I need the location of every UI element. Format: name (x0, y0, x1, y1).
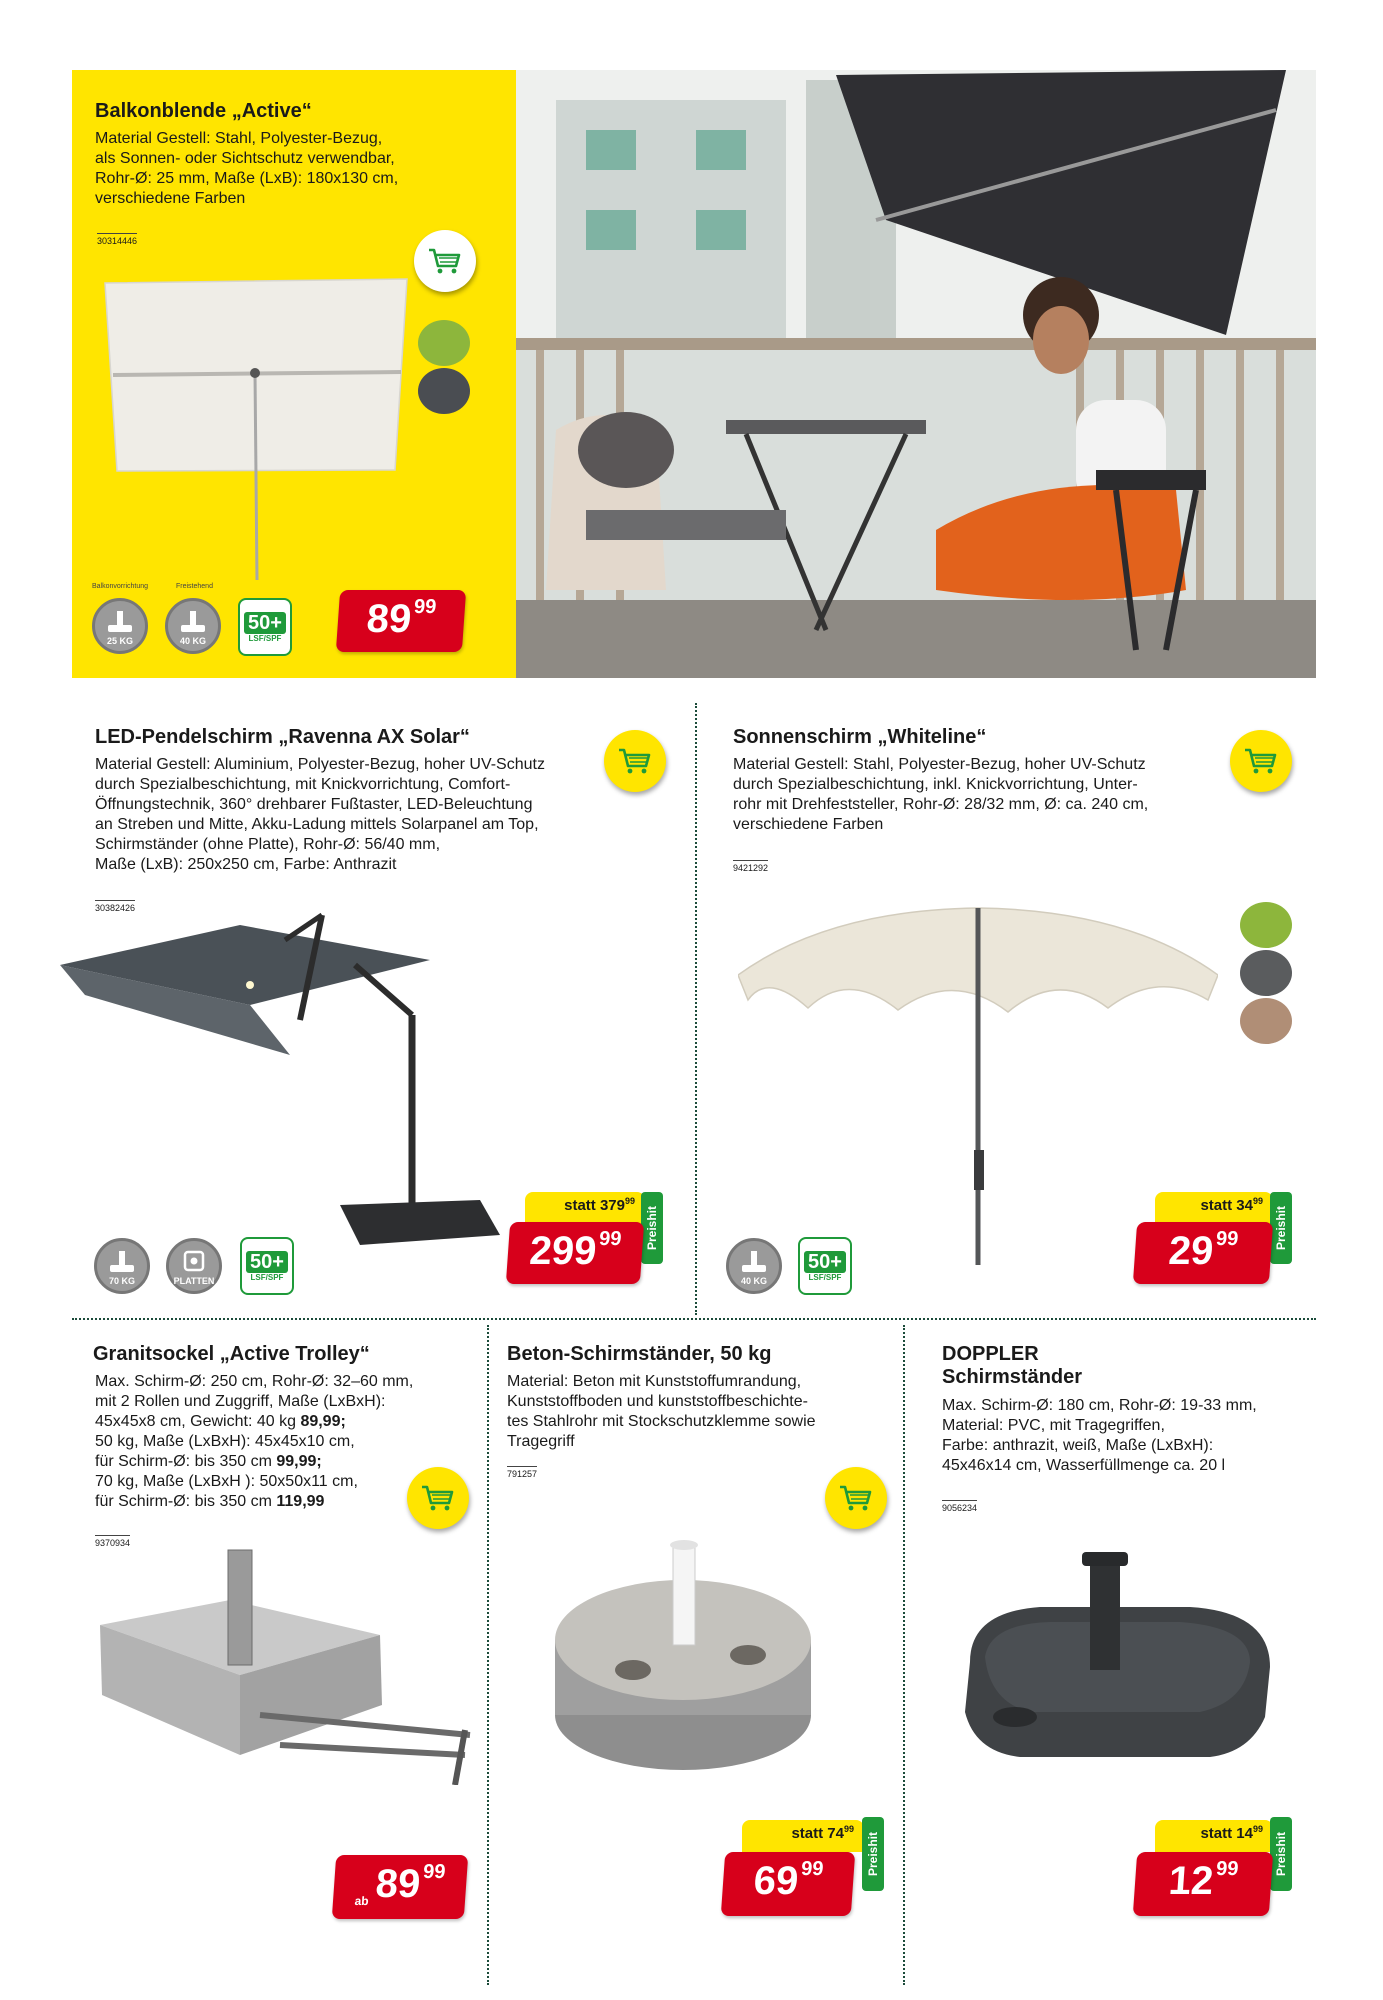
whiteline-preishit-badge: Preishit (1270, 1192, 1292, 1264)
whiteline-title: Sonnenschirm „Whiteline“ (733, 726, 987, 748)
stand-weight-icon (107, 1250, 137, 1274)
ravenna-description: Material Gestell: Aluminium, Polyester-Bezug, hoher UV-Schutz durch Spezialbeschichtung, mit Knickvorrichtung, Comfort- Öffnungstechnik, 360° drehbarer Fußtaster, LED-Beleuchtung an Streben und Mitte, Akku-Ladung mittels Solarpanel am Top, Schirmständer (ohne Platte), Rohr-Ø: 56/40 mm, Maße (LxB): 250x250 cm, Farbe: Anthrazit (95, 756, 545, 873)
whiteline-uv-badge: 50+ LSF/SPF (798, 1237, 852, 1295)
shopping-cart-icon (838, 1483, 874, 1513)
divider-vertical-mid (695, 703, 697, 1315)
beton-article-number: 791257 (507, 1466, 537, 1479)
active-label-balkon: Balkonvorrichtung (92, 583, 149, 590)
doppler-price: 12 99 (1133, 1852, 1273, 1916)
ravenna-cart-button[interactable] (604, 730, 666, 792)
ravenna-old-price: statt $379^{99}$ (525, 1192, 645, 1224)
doppler-title: DOPPLER Schirmständer (942, 1343, 1083, 1388)
beton-cart-button[interactable] (825, 1467, 887, 1529)
granit-desc-line: 45x45x8 cm, Gewicht: 40 kg 89,99; (95, 1413, 346, 1430)
active-color-swatch-green[interactable] (418, 320, 470, 366)
stand-weight-icon (105, 610, 135, 634)
whiteline-price: 29 99 (1133, 1222, 1273, 1284)
shopping-cart-icon (420, 1483, 456, 1513)
ravenna-article-number: 30382426 (95, 900, 135, 913)
stand-weight-icon (178, 610, 208, 634)
shopping-cart-icon (1243, 746, 1279, 776)
whiteline-color-swatch-anthracite[interactable] (1240, 950, 1292, 996)
granit-desc-line: 70 kg, Maße (LxBxH ): 50x50x11 cm, (95, 1473, 358, 1490)
beton-old-price: statt $74^{99}$ (742, 1820, 864, 1852)
balcony-lifestyle-photo (516, 70, 1316, 678)
active-weight-badge-25: 25 KG (92, 598, 148, 654)
granit-desc-line: 50 kg, Maße (LxBxH): 45x45x10 cm, (95, 1433, 355, 1450)
shopping-cart-icon (427, 246, 463, 276)
ravenna-uv-badge: 50+ LSF/SPF (240, 1237, 294, 1295)
whiteline-weight-badge-40: 40 KG (726, 1238, 782, 1294)
beton-product-image (548, 1540, 818, 1775)
divider-horizontal (72, 1318, 1316, 1320)
active-weight-badge-40: 40 KG (165, 598, 221, 654)
granit-desc-line: für Schirm-Ø: bis 350 cm 99,99; (95, 1453, 322, 1470)
whiteline-color-swatch-taupe[interactable] (1240, 998, 1292, 1044)
granit-cart-button[interactable] (407, 1467, 469, 1529)
active-product-image (95, 275, 415, 595)
active-title: Balkonblende „Active“ (95, 100, 312, 122)
whiteline-color-swatch-green[interactable] (1240, 902, 1292, 948)
ravenna-platten-badge: PLATTEN (166, 1238, 222, 1294)
active-cart-button[interactable] (414, 230, 476, 292)
ravenna-product-image (60, 905, 510, 1255)
beton-price: 69 99 (721, 1852, 855, 1916)
granit-article-number: 9370934 (95, 1535, 130, 1548)
doppler-description: Max. Schirm-Ø: 180 cm, Rohr-Ø: 19-33 mm, Material: PVC, mit Tragegriffen, Farbe: anthrazit, weiß, Maße (LxBxH): 45x46x14 cm, Wasserfüllmenge ca. 20 l (942, 1397, 1257, 1474)
granit-desc-line: für Schirm-Ø: bis 350 cm 119,99 (95, 1493, 325, 1510)
whiteline-old-price: statt $34^{99}$ (1155, 1192, 1273, 1224)
granit-desc-line: Max. Schirm-Ø: 250 cm, Rohr-Ø: 32–60 mm, (95, 1373, 414, 1390)
ravenna-title: LED-Pendelschirm „Ravenna AX Solar“ (95, 726, 470, 748)
active-article-number: 30314446 (97, 233, 137, 246)
beton-description: Material: Beton mit Kunststoffumrandung, Kunststoffboden und kunststoffbeschichte- tes Stahlrohr mit Stockschutzklemme sowie Tragegriff (507, 1373, 816, 1450)
doppler-product-image (950, 1552, 1280, 1792)
ravenna-preishit-badge: Preishit (641, 1192, 663, 1264)
whiteline-product-image (738, 900, 1218, 1270)
whiteline-cart-button[interactable] (1230, 730, 1292, 792)
stand-weight-icon (739, 1250, 769, 1274)
ravenna-weight-badge-70: 70 KG (94, 1238, 150, 1294)
active-label-frei: Freistehend (176, 583, 213, 590)
granit-product-image (90, 1545, 480, 1785)
shopping-cart-icon (617, 746, 653, 776)
divider-vertical-right (903, 1325, 905, 1985)
base-plate-icon (179, 1250, 209, 1274)
active-description: Material Gestell: Stahl, Polyester-Bezug, als Sonnen- oder Sichtschutz verwendbar, Rohr-Ø: 25 mm, Maße (LxB): 180x130 cm, verschiedene Farben (95, 130, 399, 207)
beton-preishit-badge: Preishit (862, 1817, 884, 1891)
whiteline-description: Material Gestell: Stahl, Polyester-Bezug, hoher UV-Schutz durch Spezialbeschichtung, inkl. Knickvorrichtung, Unter- rohr mit Drehfeststeller, Rohr-Ø: 28/32 mm, Ø: ca. 240 cm, verschiedene Farben (733, 756, 1149, 833)
divider-vertical-left (487, 1325, 489, 1985)
doppler-article-number: 9056234 (942, 1500, 977, 1513)
granit-price-prefix: ab (354, 1894, 370, 1908)
beton-title: Beton-Schirmständer, 50 kg (507, 1343, 772, 1365)
whiteline-article-number: 9421292 (733, 860, 768, 873)
granit-desc-line: mit 2 Rollen und Zuggriff, Maße (LxBxH): (95, 1393, 386, 1410)
active-color-swatch-anthracite[interactable] (418, 368, 470, 414)
doppler-preishit-badge: Preishit (1270, 1817, 1292, 1891)
active-price: 89 99 (336, 590, 466, 652)
granit-price: ab 89 99 (332, 1855, 468, 1919)
active-uv-badge: 50+ LSF/SPF (238, 598, 292, 656)
ravenna-price: 299 99 (506, 1222, 644, 1284)
granit-title: Granitsockel „Active Trolley“ (93, 1343, 370, 1365)
doppler-old-price: statt $14^{99}$ (1155, 1820, 1273, 1852)
